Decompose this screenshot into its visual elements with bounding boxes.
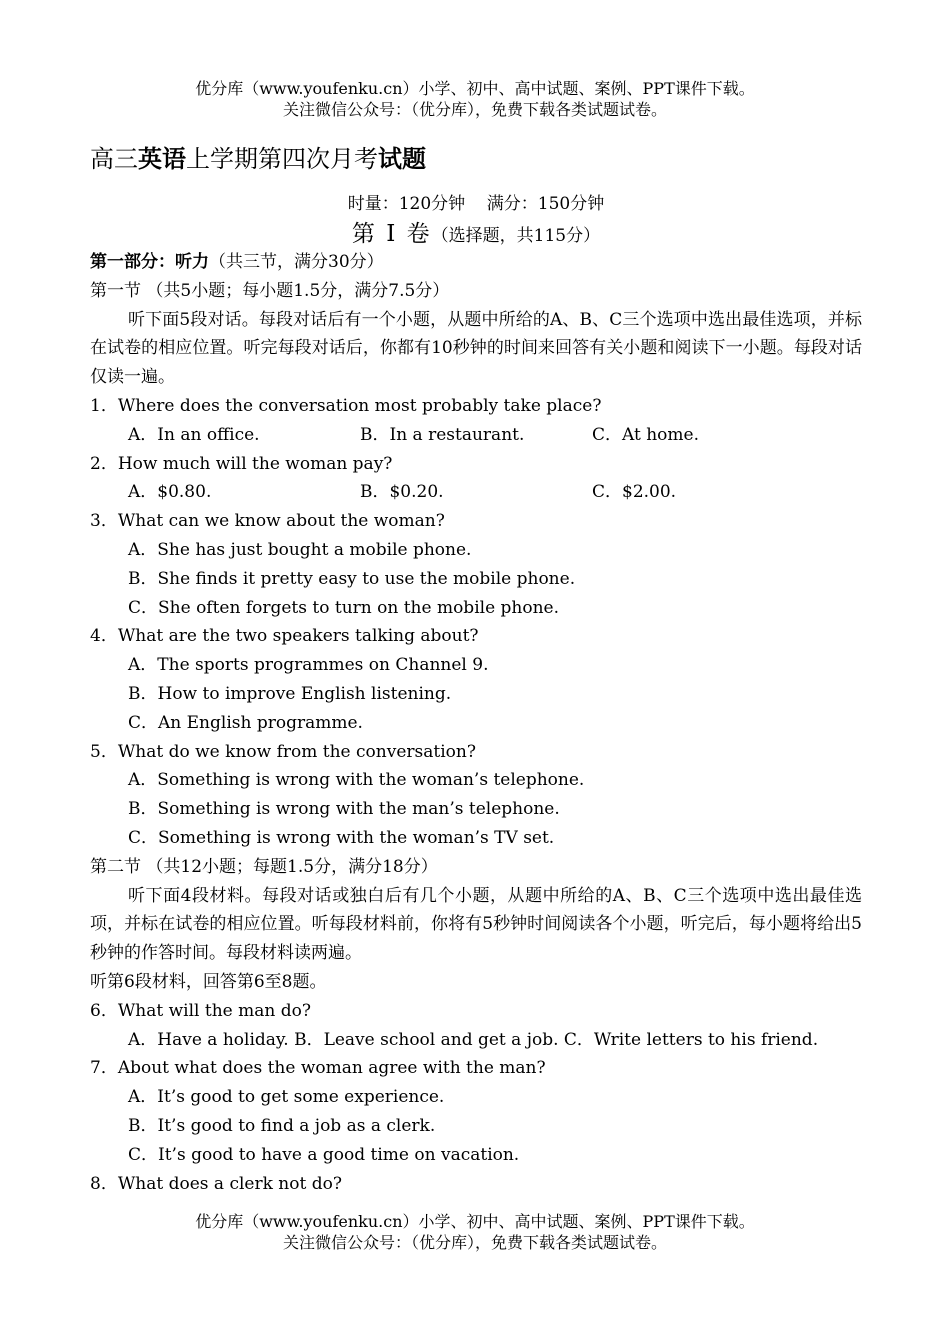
option-b: B．She finds it pretty easy to use the mobile phone. bbox=[128, 568, 576, 589]
options-row bbox=[90, 421, 862, 450]
option-b: B．It’s good to find a job as a clerk. bbox=[128, 1115, 436, 1136]
volume-note: （选择题，共115分） bbox=[431, 226, 601, 246]
option-a: A．In an office. bbox=[128, 424, 260, 445]
question: 5．What do we know from the conversation? bbox=[90, 741, 476, 762]
option-c: C．$2.00. bbox=[592, 482, 677, 503]
option-c: C．At home. bbox=[592, 424, 699, 445]
option-a: A．She has just bought a mobile phone. bbox=[128, 539, 472, 560]
option-b: B．In a restaurant. bbox=[360, 424, 525, 445]
options-inline: A．Have a holiday. B．Leave school and get a job. C．Write letters to his friend. bbox=[128, 1029, 819, 1050]
option-c: C．Something is wrong with the woman’s TV set. bbox=[128, 827, 555, 848]
section-instructions: 听下面4段材料。每段对话或独白后有几个小题，从题中所给的A、B、C三个选项中选出最佳选项，并标在试卷的相应位置。听每段材料前，你将有5秒钟时间阅读各个小题，听完后，每小题将给出5秒钟的作答时间。每段材料读两遍。 bbox=[90, 885, 862, 964]
option-c: C．She often forgets to turn on the mobile phone. bbox=[128, 597, 560, 618]
section-heading: 第一节 （共5小题；每小题1.5分，满分7.5分） bbox=[90, 280, 450, 301]
footer-line-1: 优分库（www.youfenku.cn）小学、初中、高中试题、案例、PPT课件下载。 bbox=[195, 1212, 755, 1231]
question: 8．What does a clerk not do? bbox=[90, 1173, 342, 1194]
title-part-bold: 试题 bbox=[378, 144, 426, 173]
option-b: B．$0.20. bbox=[360, 482, 444, 503]
option-a: A．$0.80. bbox=[128, 482, 212, 503]
option-c: C．An English programme. bbox=[128, 712, 363, 733]
volume-heading bbox=[90, 219, 862, 251]
option-a: A．It’s good to get some experience. bbox=[128, 1087, 445, 1108]
part-heading bbox=[90, 248, 862, 277]
page-header bbox=[0, 78, 950, 120]
option-b: B．How to improve English listening. bbox=[128, 683, 452, 704]
question: 3．What can we know about the woman? bbox=[90, 511, 445, 532]
title-part: 高三 bbox=[90, 145, 138, 173]
question: 1．Where does the conversation most probably take place? bbox=[90, 395, 602, 416]
header-line-1: 优分库（www.youfenku.cn）小学、初中、高中试题、案例、PPT课件下载。 bbox=[195, 79, 755, 98]
footer-line-2: 关注微信公众号：（优分库），免费下载各类试题试卷。 bbox=[282, 1233, 667, 1252]
question: 2．How much will the woman pay? bbox=[90, 453, 393, 474]
section-instructions: 听下面5段对话。每段对话后有一个小题，从题中所给的A、B、C三个选项中选出最佳选项，并标在试卷的相应位置。听完每段对话后，你都有10秒钟的时间来回答有关小题和阅读下一小题。每段对话仅读一遍。 bbox=[90, 309, 862, 388]
material-note: 听第6段材料，回答第6至8题。 bbox=[90, 971, 327, 992]
option-c: C．It’s good to have a good time on vacation. bbox=[128, 1144, 520, 1165]
part-heading-bold: 第一部分：听力 bbox=[90, 252, 209, 272]
option-a: A．Something is wrong with the woman’s telephone. bbox=[128, 770, 585, 791]
question: 7．About what does the woman agree with the man? bbox=[90, 1058, 546, 1079]
exam-body bbox=[90, 248, 862, 1198]
options-row bbox=[90, 478, 862, 507]
page-title bbox=[90, 143, 426, 175]
section-heading: 第二节 （共12小题；每题1.5分，满分18分） bbox=[90, 856, 438, 877]
option-b: B．Something is wrong with the man’s telephone. bbox=[128, 799, 560, 820]
title-part-bold: 英语 bbox=[138, 144, 186, 173]
exam-meta: 时量：120分钟 满分：150分钟 bbox=[347, 194, 605, 214]
option-a: A．The sports programmes on Channel 9. bbox=[128, 655, 489, 676]
volume-label: 第 I 卷 bbox=[351, 221, 432, 247]
header-line-2: 关注微信公众号：（优分库），免费下载各类试题试卷。 bbox=[282, 100, 667, 119]
page-footer bbox=[0, 1211, 950, 1253]
part-heading-rest: （共三节，满分30分） bbox=[209, 252, 384, 272]
question: 6．What will the man do? bbox=[90, 1000, 311, 1021]
question: 4．What are the two speakers talking about? bbox=[90, 626, 479, 647]
title-part: 上学期第四次月考 bbox=[186, 145, 378, 173]
